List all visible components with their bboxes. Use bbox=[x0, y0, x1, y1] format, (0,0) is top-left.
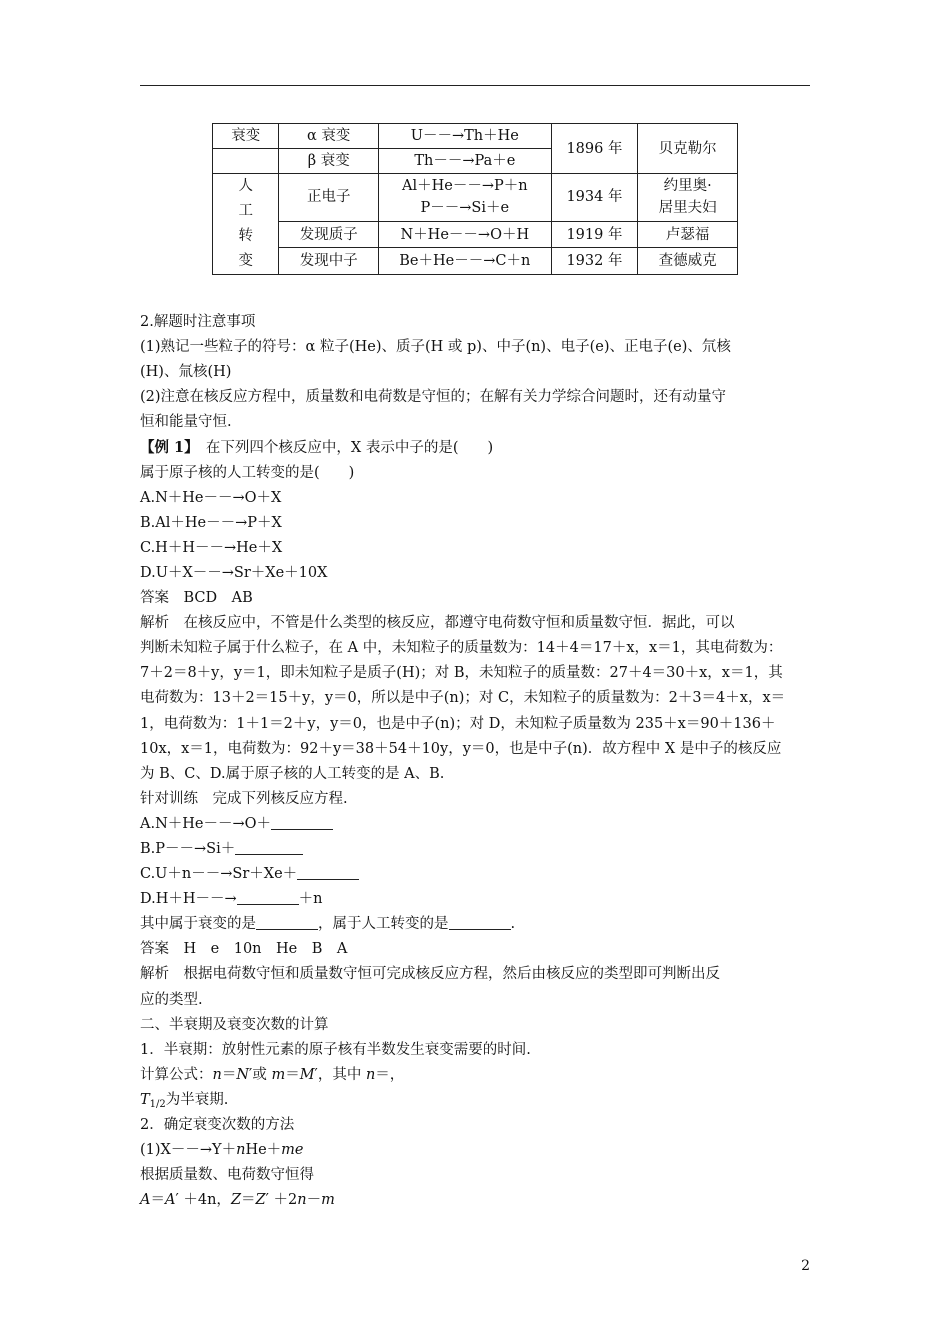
cell-line: 约里奥· bbox=[663, 178, 712, 195]
formula-var: T bbox=[140, 1091, 150, 1108]
formula-part: 为半衰期. bbox=[165, 1091, 229, 1108]
option-a: A.N＋He－－→O＋X bbox=[140, 489, 282, 506]
table-cell: 1934 年 bbox=[551, 174, 638, 222]
answer-line: 答案 BCD AB bbox=[140, 590, 253, 607]
text-line: 电荷数为：13＋2＝15＋y，y＝0，所以是中子(n)；对 C，未知粒子的质量数为：2＋3＝4＋x，x＝ bbox=[140, 690, 786, 707]
text-line: 恒和能量守恒. bbox=[140, 414, 232, 431]
formula-part: ′ ＋2 bbox=[265, 1192, 298, 1209]
table-cell: Be＋He－－→C＋n bbox=[379, 248, 552, 275]
exercise-b bbox=[140, 837, 820, 862]
page-number: 2 bbox=[801, 1258, 810, 1274]
text-line: 应的类型. bbox=[140, 991, 203, 1008]
table-cell bbox=[213, 149, 279, 174]
formula-part: ＝ bbox=[150, 1192, 165, 1209]
table-row bbox=[213, 248, 738, 275]
formula-part: － bbox=[306, 1192, 322, 1209]
text-line: (H)、氚核(H) bbox=[140, 364, 232, 381]
answer-blank bbox=[256, 915, 318, 930]
text-line: 为 B、C、D.属于原子核的人工转变的是 A、B. bbox=[140, 765, 445, 782]
answer-blank bbox=[235, 840, 303, 855]
answer-line: 答案 H e 10n He B A bbox=[140, 941, 348, 958]
formula-part: ′，其中 bbox=[314, 1066, 366, 1083]
formula-part: 计算公式： bbox=[140, 1066, 213, 1083]
answer-blank bbox=[449, 915, 511, 930]
cell-line: P－－→Si＋e bbox=[420, 200, 510, 217]
formula-line bbox=[140, 1138, 820, 1163]
table-cell bbox=[638, 174, 738, 222]
document-body bbox=[140, 310, 820, 1213]
table-cell: 卢瑟福 bbox=[638, 221, 738, 248]
table-row bbox=[213, 174, 738, 222]
formula-part: ＝ bbox=[285, 1066, 300, 1083]
answer-blank bbox=[297, 865, 359, 880]
exercise-c bbox=[140, 862, 820, 887]
cell-line: 转 bbox=[238, 228, 253, 244]
text-line: 10x，x＝1，电荷数为：92＋y＝38＋54＋10y，y＝0，也是中子(n)．故方程中 X 是中子的核反应 bbox=[140, 740, 782, 757]
cell-line: 人 bbox=[238, 178, 253, 194]
table-cell: U－－→Th＋He bbox=[379, 124, 552, 149]
formula-var: N bbox=[236, 1066, 250, 1083]
exercise-text: ，属于人工转变的是 bbox=[318, 916, 449, 933]
exercise-d bbox=[140, 887, 820, 912]
formula-var: n bbox=[297, 1192, 307, 1209]
formula-var: n bbox=[236, 1142, 246, 1159]
formula-part: (1)X－－→Y＋ bbox=[140, 1142, 237, 1159]
formula-var: Z bbox=[255, 1192, 266, 1209]
table-cell: 发现中子 bbox=[279, 248, 379, 275]
formula-var: m bbox=[271, 1066, 286, 1083]
exercise-text: C.U＋n－－→Sr＋Xe＋ bbox=[140, 866, 298, 883]
exercise-text: B.P－－→Si＋ bbox=[140, 840, 236, 857]
text-line: (2)注意在核反应方程中，质量数和电荷数是守恒的；在解有关力学综合问题时，还有动量守 bbox=[140, 389, 727, 406]
table-cell: 正电子 bbox=[279, 174, 379, 222]
exercise-text: A.N＋He－－→O＋ bbox=[140, 815, 272, 832]
formula-part: ＝ bbox=[241, 1192, 256, 1209]
formula-part: ′ ＋4n， bbox=[175, 1192, 231, 1209]
formula-line bbox=[140, 1063, 820, 1088]
example-tag: 【例 1】 bbox=[140, 439, 192, 457]
table-cell: α 衰变 bbox=[279, 124, 379, 149]
example-heading bbox=[140, 435, 820, 460]
formula-var: m bbox=[321, 1192, 335, 1209]
table-cell: 查德威克 bbox=[638, 248, 738, 275]
text-line: 解析 根据电荷数守恒和质量数守恒可完成核反应方程，然后由核反应的类型即可判断出反 bbox=[140, 966, 720, 983]
formula-var: M bbox=[299, 1066, 315, 1083]
text-line: 属于原子核的人工转变的是( ) bbox=[140, 464, 355, 481]
table-cell: Th－－→Pa＋e bbox=[379, 149, 552, 174]
text-line: 解析 在核反应中，不管是什么类型的核反应，都遵守电荷数守恒和质量数守恒．据此，可以 bbox=[140, 615, 735, 632]
option-d: D.U＋X－－→Sr＋Xe＋10X bbox=[140, 564, 328, 581]
header-rule bbox=[140, 85, 810, 86]
formula-var: e bbox=[294, 1142, 304, 1159]
text-line: 针对训练 完成下列核反应方程. bbox=[140, 790, 348, 807]
text-line: 2．确定衰变次数的方法 bbox=[140, 1117, 295, 1133]
formula-part: ′或 bbox=[249, 1066, 272, 1083]
decay-table bbox=[212, 123, 738, 275]
table-cell: 1919 年 bbox=[551, 221, 638, 248]
table-row bbox=[213, 124, 738, 149]
table-cell: 贝克勒尔 bbox=[638, 124, 738, 174]
formula-part: ＝， bbox=[375, 1066, 405, 1083]
exercise-text: ＋n bbox=[298, 891, 323, 908]
exercise-text: D.H＋H－－→ bbox=[140, 891, 237, 908]
answer-blank bbox=[237, 890, 299, 905]
cell-line: Al＋He－－→P＋n bbox=[402, 178, 528, 195]
exercise-text: 其中属于衰变的是 bbox=[140, 916, 256, 933]
table-cell: 衰变 bbox=[213, 124, 279, 149]
exercise-text: . bbox=[510, 916, 516, 933]
formula-part: ＝ bbox=[221, 1066, 237, 1083]
text-line: 7＋2＝8＋y，y＝1，即未知粒子是质子(H)；对 B，未知粒子的质量数：27＋4＝30＋x，x＝1，其 bbox=[140, 665, 783, 682]
example-question: 在下列四个核反应中，X 表示中子的是( ) bbox=[191, 440, 494, 457]
formula-part: He＋ bbox=[245, 1142, 282, 1159]
cell-line: 工 bbox=[238, 203, 253, 219]
table-cell: 1896 年 bbox=[551, 124, 638, 174]
section-heading: 二、半衰期及衰变次数的计算 bbox=[140, 1016, 329, 1033]
text-line: (1)熟记一些粒子的符号：α 粒子(He)、质子(H 或 p)、中子(n)、电子(e)、正电子(e)、氘核 bbox=[140, 339, 731, 356]
formula-var: n bbox=[365, 1066, 376, 1083]
table-row bbox=[213, 221, 738, 248]
formula-line bbox=[140, 1088, 820, 1113]
formula-line bbox=[140, 1188, 820, 1213]
text-line: 判断未知粒子属于什么粒子，在 A 中，未知粒子的质量数为：14＋4＝17＋x，x＝1，其电荷数为： bbox=[140, 640, 783, 657]
formula-var: n bbox=[212, 1066, 222, 1083]
table-cell bbox=[379, 174, 552, 222]
text-line: 2.解题时注意事项 bbox=[140, 314, 256, 330]
text-line: 1，电荷数为：1＋1＝2＋y，y＝0，也是中子(n)；对 D，未知粒子质量数为 235＋x＝90＋136＋ bbox=[140, 715, 776, 732]
exercise-question bbox=[140, 912, 820, 937]
formula-subscript: 1/2 bbox=[149, 1098, 166, 1110]
formula-var: m bbox=[281, 1142, 295, 1159]
option-b: B.Al＋He－－→P＋X bbox=[140, 514, 282, 531]
formula-var: A bbox=[140, 1192, 151, 1209]
cell-line: 居里夫妇 bbox=[658, 200, 717, 217]
table-cell: 1932 年 bbox=[551, 248, 638, 275]
formula-var: Z bbox=[230, 1192, 242, 1209]
text-line: 根据质量数、电荷数守恒得 bbox=[140, 1167, 314, 1184]
table-cell: N＋He－－→O＋H bbox=[379, 221, 552, 248]
option-c: C.H＋H－－→He＋X bbox=[140, 539, 283, 556]
answer-blank bbox=[271, 815, 333, 830]
table-cell-artificial bbox=[213, 174, 279, 275]
exercise-a bbox=[140, 812, 820, 837]
table-cell: β 衰变 bbox=[279, 149, 379, 174]
table-cell: 发现质子 bbox=[279, 221, 379, 248]
cell-line: 变 bbox=[238, 253, 253, 269]
formula-var: A bbox=[164, 1192, 176, 1209]
text-line: 1．半衰期：放射性元素的原子核有半数发生衰变需要的时间. bbox=[140, 1041, 531, 1058]
